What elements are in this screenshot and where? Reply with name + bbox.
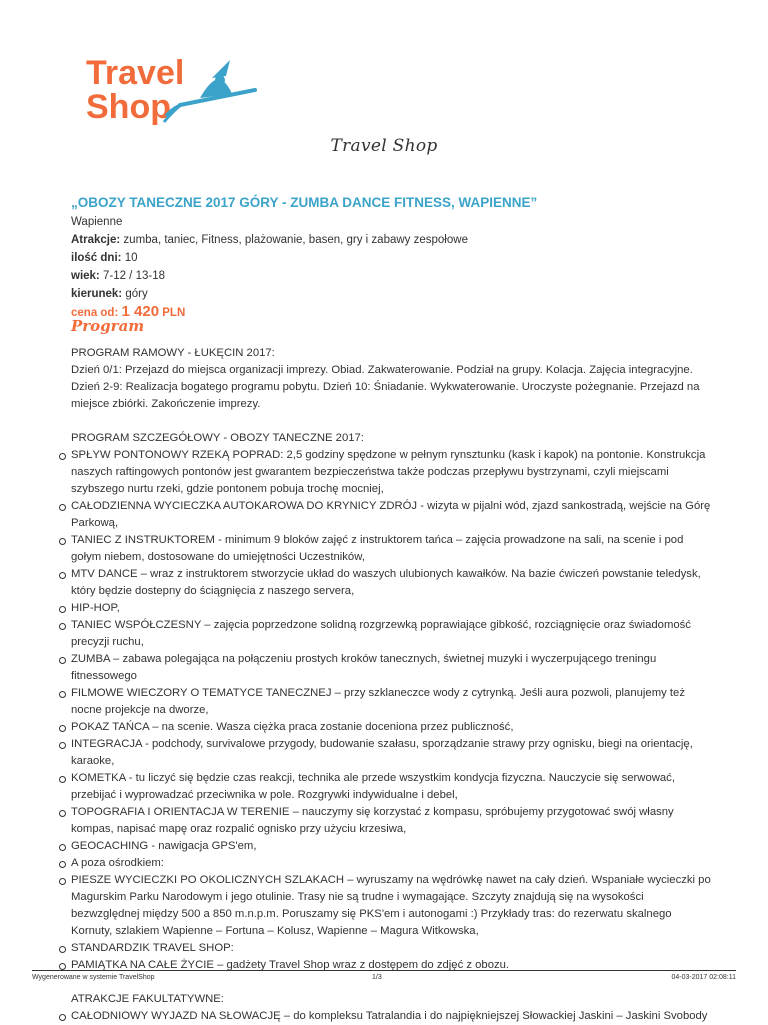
ramowy-title: PROGRAM RAMOWY - ŁUKĘCIN 2017: (71, 347, 275, 359)
list-item: POKAZ TAŃCA – na scenie. Wasza ciężka praca zostanie doceniona przez publiczność, (71, 719, 711, 736)
extra-title: ATRAKCJE FAKULTATYWNE: (71, 993, 224, 1005)
offer-days: ilość dni: 10 (71, 252, 138, 264)
offer-location: Wapienne (71, 216, 123, 228)
list-item: GEOCACHING - nawigacja GPS'em, (71, 838, 711, 855)
list-item: FILMOWE WIECZORY O TEMATYCE TANECZNEJ – przy szklaneczce wody z cytrynką. Jeśli aura pozwoli, planujemy też nocne projekcje na dworze, (71, 685, 711, 719)
list-item: SPŁYW PONTONOWY RZEKĄ POPRAD: 2,5 godziny spędzone w pełnym rynsztunku (kask i kapok) na pontonie. Konstrukcja naszych raftingowych pontonów jest gwarantem bezpieczeństwa także podczas przepływu bystrzynami, czyli miejscami szybszego nurtu rzeki, gdzie pontonem pobuja trochę mocniej, (71, 447, 711, 498)
program-heading: Program (71, 317, 145, 335)
extra-list (71, 1008, 711, 1025)
ramowy-line: miejsce zbiórki. Zakończenie imprezy. (71, 398, 261, 410)
list-item: HIP-HOP, (71, 600, 711, 617)
list-item: ZUMBA – zabawa polegająca na połączeniu prostych kroków tanecznych, świetnej muzyki i wyczerpującego treningu fitnessowego (71, 651, 711, 685)
svg-text:Shop: Shop (86, 88, 171, 126)
svg-text:Travel: Travel (86, 54, 185, 92)
detail-title: PROGRAM SZCZEGÓŁOWY - OBOZY TANECZNE 2017: (71, 432, 364, 444)
offer-age: wiek: 7-12 / 13-18 (71, 270, 165, 282)
footer-page-number: 1/3 (372, 974, 382, 981)
offer-title: „OBOZY TANECZNE 2017 GÓRY - ZUMBA DANCE FITNESS, WAPIENNE” (71, 195, 538, 210)
offer-attractions: Atrakcje: zumba, taniec, Fitness, plażowanie, basen, gry i zabawy zespołowe (71, 234, 468, 246)
footer-timestamp: 04-03-2017 02:08:11 (671, 974, 736, 981)
list-item: A poza ośrodkiem: (71, 855, 711, 872)
offer-price: cena od: 1 420 PLN (71, 303, 186, 320)
list-item: INTEGRACJA - podchody, survivalowe przygody, budowanie szałasu, sporządzanie strawy przy ognisku, biegi na orientację, karaoke, (71, 736, 711, 770)
list-item: KOMETKA - tu liczyć się będzie czas reakcji, technika ale przede wszystkim kondycja fizyczna. Nauczycie się serwować, przebijać i wyprowadzać przeciwnika w pole. Rozgrywki indywidualne i debel, (71, 770, 711, 804)
ramowy-line: Dzień 0/1: Przejazd do miejsca organizacji imprezy. Obiad. Zakwaterowanie. Podział na grupy. Kolacja. Zajęcia integracyjne. (71, 364, 693, 376)
list-item: TOPOGRAFIA I ORIENTACJA W TERENIE – nauczymy się korzystać z kompasu, spróbujemy przygotować swój własny kompas, napisać mapę oraz rozpalić ognisko przy użyciu krzesiwa, (71, 804, 711, 838)
travelshop-logo (80, 50, 260, 130)
footer-generated: Wygenerowane w systemie TravelShop (32, 974, 155, 981)
program-content (71, 345, 711, 1025)
list-item: CAŁODNIOWY WYJAZD NA SŁOWACJĘ – do kompleksu Tatralandia i do najpiękniejszej Słowackiej Jaskini – Jaskini Svobody (71, 1008, 711, 1025)
list-item: CAŁODZIENNA WYCIECZKA AUTOKAROWA DO KRYNICY ZDRÓJ - wizyta w pijalni wód, zjazd sankostradą, wejście na Górę Parkową, (71, 498, 711, 532)
program-list (71, 447, 711, 974)
list-item: TANIEC WSPÓŁCZESNY – zajęcia poprzedzone solidną rozgrzewką poprawiające gibkość, rozciągnięcie oraz świadomość precyzji ruchu, (71, 617, 711, 651)
list-item: TANIEC Z INSTRUKTOREM - minimum 9 bloków zajęć z instruktorem tańca – zajęcia prowadzone na sali, na scenie i pod gołym niebem, dostosowane do umiejętności Uczestników, (71, 532, 711, 566)
list-item: STANDARDZIK TRAVEL SHOP: (71, 940, 711, 957)
offer-info (71, 213, 468, 322)
list-item: PIESZE WYCIECZKI PO OKOLICZNYCH SZLAKACH – wyruszamy na wędrówkę nawet na cały dzień. Wspaniałe wycieczki po Magurskim Parku Narodowym i jego otulinie. Trasy nie są trudne i wymagające. Szczyty znajdują się na wysokości bezwzględnej między 500 a 850 m.n.p.m. Poruszamy się PKS'em i autonogami :) Przykłady tras: do rezerwatu skalnego Kornuty, szlakiem Wapienne – Fortuna – Kolusz, Wapienne – Magura Witkowska, (71, 872, 711, 940)
offer-direction: kierunek: góry (71, 288, 148, 300)
list-item: MTV DANCE – wraz z instruktorem stworzycie układ do waszych ulubionych kawałków. Na bazie ćwiczeń powstanie teledysk, który będzie dostepny do ściągnięcia z naszego servera, (71, 566, 711, 600)
ramowy-line: Dzień 2-9: Realizacja bogatego programu pobytu. Dzień 10: Śniadanie. Wykwaterowanie. Uroczyste pożegnanie. Przejazd na (71, 381, 700, 393)
list-item: PAMIĄTKA NA CAŁE ŻYCIE – gadżety Travel Shop wraz z dostępem do zdjęć z obozu. (71, 957, 711, 974)
footer-divider (32, 970, 736, 971)
site-title: Travel Shop (330, 136, 438, 156)
